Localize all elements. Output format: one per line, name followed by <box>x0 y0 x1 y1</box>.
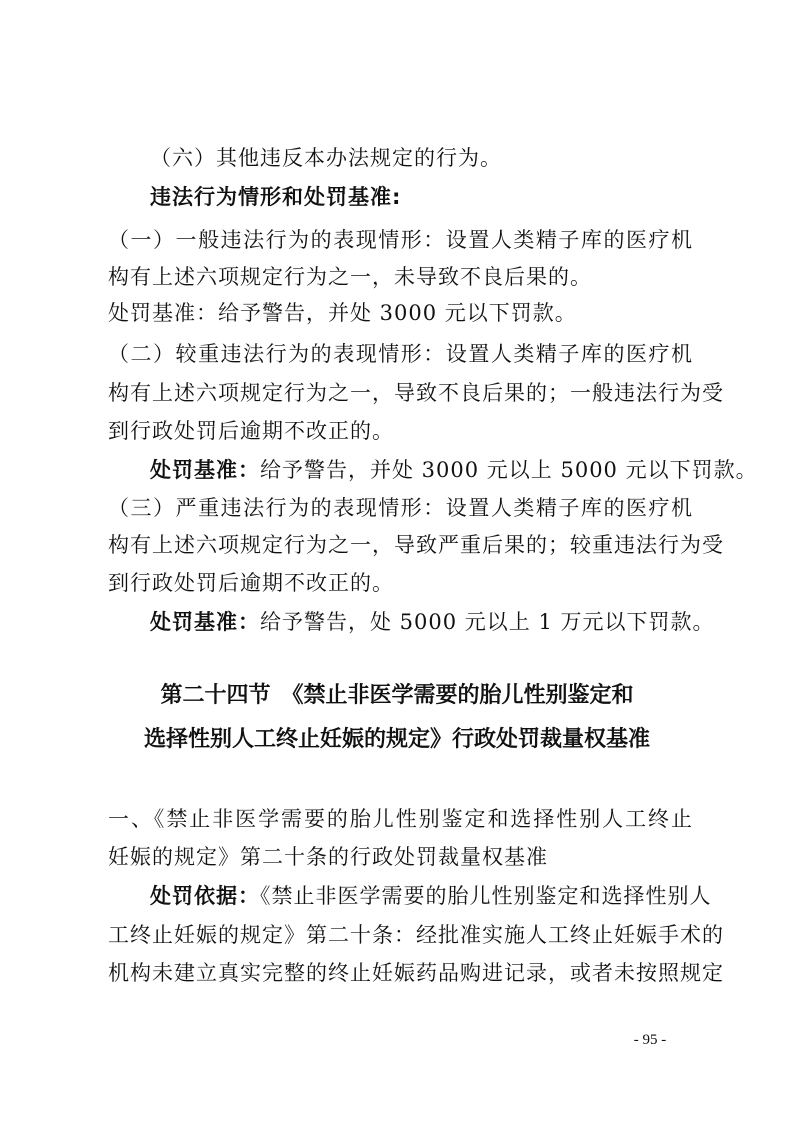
section-title-line-2: 选择性别人工终止妊娠的规定》行政处罚裁量权基准 <box>143 727 650 752</box>
penalty-text: 给予警告，并处 3000 元以下罚款。 <box>218 301 577 325</box>
article-title-line-1: 一、《禁止非医学需要的胎儿性别鉴定和选择性别人工终止 <box>108 807 693 831</box>
basis-line-3: 机构未建立真实完整的终止妊娠药品购进记录，或者未按照规定 <box>108 961 724 985</box>
serious-violation-line-1: （二）较重违法行为的表现情形：设置人类精子库的医疗机 <box>108 342 693 366</box>
penalty-label: 处罚基准： <box>150 610 260 634</box>
severe-violation-line-2: 构有上述六项规定行为之一，导致严重后果的；较重违法行为受 <box>108 533 724 557</box>
serious-violation-line-3: 到行政处罚后逾期不改正的。 <box>108 419 394 443</box>
article-title-line-2: 妊娠的规定》第二十条的行政处罚裁量权基准 <box>108 845 548 869</box>
penalty-text: 给予警告，并处 3000 元以上 5000 元以下罚款。 <box>260 458 758 482</box>
basis-line-1 <box>150 881 712 911</box>
basis-line-2: 工终止妊娠的规定》第二十条：经批准实施人工终止妊娠手术的 <box>108 923 724 947</box>
severe-violation-line-1: （三）严重违法行为的表现情形：设置人类精子库的医疗机 <box>108 496 693 520</box>
general-violation-line-2: 构有上述六项规定行为之一，未导致不良后果的。 <box>108 265 592 289</box>
general-violation-line-1: （一）一般违法行为的表现情形：设置人类精子库的医疗机 <box>108 228 693 252</box>
penalty-label: 处罚基准： <box>150 458 260 482</box>
basis-text: 《禁止非医学需要的胎儿性别鉴定和选择性别人 <box>260 884 712 908</box>
standard-heading: 违法行为情形和处罚基准: <box>150 185 402 209</box>
severe-penalty <box>150 607 715 637</box>
basis-label: 处罚依据： <box>150 884 260 908</box>
paragraph-item-six: （六）其他违反本办法规定的行为。 <box>150 146 502 170</box>
section-title-line-1: 第二十四节 《禁止非医学需要的胎儿性别鉴定和 <box>160 683 634 708</box>
serious-penalty <box>150 455 758 485</box>
serious-violation-line-2: 构有上述六项规定行为之一，导致不良后果的；一般违法行为受 <box>108 381 724 405</box>
general-penalty <box>108 298 577 328</box>
severe-violation-line-3: 到行政处罚后逾期不改正的。 <box>108 571 394 595</box>
penalty-label: 处罚基准： <box>108 301 218 325</box>
penalty-text: 给予警告，处 5000 元以上 1 万元以下罚款。 <box>260 610 715 634</box>
page-number: - 95 - <box>633 1032 667 1048</box>
